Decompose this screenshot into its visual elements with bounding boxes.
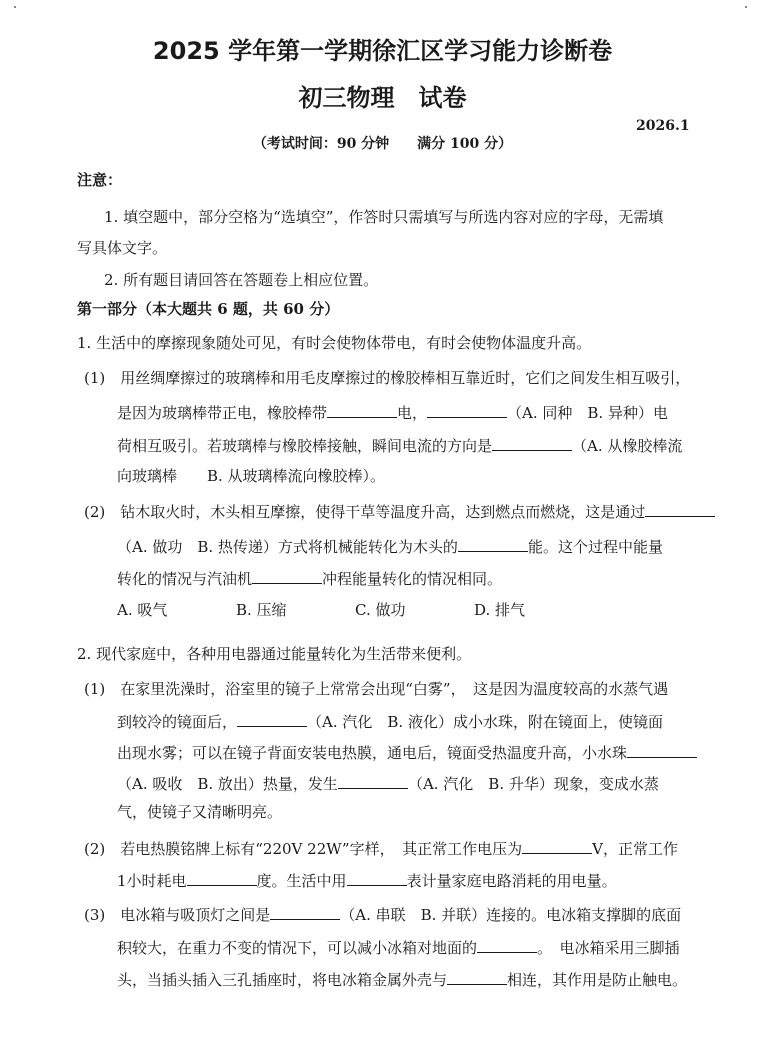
q2-p2-text: 1小时耗电 — [117, 872, 187, 890]
q2-p2-line2 — [117, 869, 617, 891]
q1-p2-text: 能。这个过程中能量 — [527, 538, 663, 556]
q2-p2-text: 表计量家庭电路消耗的用电量。 — [406, 872, 617, 890]
answer-blank — [645, 500, 715, 517]
q1-p1-text: （A. 从橡胶棒流 — [572, 437, 683, 455]
q1-p1-line4: 向玻璃棒 B. 从玻璃棒流向橡胶棒）。 — [117, 467, 386, 485]
note-item-1-cont: 写具体文字。 — [77, 239, 168, 257]
answer-blank — [427, 401, 507, 418]
answer-blank — [447, 968, 507, 985]
q2-p1-line1: (1) 在家里洗澡时，浴室里的镜子上常常会出现“白雾”， 这是因为温度较高的水蒸气遇 — [84, 680, 669, 698]
q1-p2-line1 — [84, 500, 715, 522]
answer-blank — [347, 869, 407, 886]
q2-p2-line1 — [84, 837, 678, 859]
q1-p1-line3 — [117, 434, 682, 456]
q2-p1-line5: 气，使镜子又清晰明亮。 — [117, 803, 283, 821]
notes-heading: 注意： — [77, 171, 123, 189]
answer-blank — [522, 837, 592, 854]
q1-p2-line3 — [117, 567, 502, 589]
q2-p3-text: 积较大，在重力不变的情况下，可以减小冰箱对地面的 — [117, 939, 478, 957]
q1-p2-line2 — [117, 535, 663, 557]
answer-blank — [237, 710, 307, 727]
q2-p2-text: V，正常工作 — [592, 840, 678, 858]
q2-p1-text: （A. 汽化 B. 升华）现象，变成水蒸 — [407, 775, 659, 793]
option-b: B. 压缩 — [236, 601, 287, 619]
answer-blank — [338, 772, 408, 789]
answer-blank — [270, 903, 340, 920]
scan-speck — [14, 6, 16, 8]
answer-blank — [458, 535, 528, 552]
q1-p1-text: （A. 同种 B. 异种）电 — [507, 404, 668, 422]
note-item-1: 1. 填空题中，部分空格为“选填空”，作答时只需填写与所选内容对应的字母，无需填 — [104, 208, 664, 226]
exam-title: 2025 学年第一学期徐汇区学习能力诊断卷 — [152, 37, 613, 65]
exam-subtitle: 初三物理 试卷 — [298, 84, 467, 112]
q2-p2-text: 度。生活中用 — [256, 872, 347, 890]
answer-blank — [327, 401, 397, 418]
q1-p2-text: 冲程能量转化的情况相同。 — [322, 570, 503, 588]
q2-p3-text: 相连，其作用是防止触电。 — [507, 971, 688, 989]
q2-p3-text: （A. 串联 B. 并联）连接的。电冰箱支撑脚的底面 — [340, 906, 682, 924]
q2-p3-text: (3) 电冰箱与吸顶灯之间是 — [84, 906, 271, 924]
q2-p1-text: （A. 汽化 B. 液化）成小水珠，附在镜面上，使镜面 — [307, 713, 663, 731]
q2-p1-text: 到较冷的镜面后， — [117, 713, 238, 731]
q2-p1-line3 — [117, 741, 697, 763]
option-c: C. 做功 — [355, 601, 406, 619]
q2-p3-line3 — [117, 968, 687, 990]
question-2-stem: 2. 现代家庭中，各种用电器通过能量转化为生活带来便利。 — [77, 645, 472, 663]
q1-p1-text: 电， — [397, 404, 428, 422]
part1-heading: 第一部分（本大题共 6 题，共 60 分） — [77, 300, 340, 318]
answer-blank — [627, 741, 697, 758]
answer-blank — [477, 936, 537, 953]
answer-blank — [252, 567, 322, 584]
q2-p2-text: (2) 若电热膜铭牌上标有“220V 22W”字样， 其正常工作电压为 — [84, 840, 523, 858]
option-d: D. 排气 — [474, 601, 526, 619]
q2-p3-line2 — [117, 936, 680, 958]
exam-date: 2026.1 — [636, 118, 690, 134]
q1-p2-text: (2) 钻木取火时，木头相互摩擦，使得干草等温度升高，达到燃点而燃烧，这是通过 — [84, 503, 646, 521]
q2-p3-text: 头，当插头插入三孔插座时，将电冰箱金属外壳与 — [117, 971, 448, 989]
q2-p1-text: 出现水雾；可以在镜子背面安装电热膜，通电后，镜面受热温度升高，小水珠 — [117, 744, 628, 762]
q2-p1-line2 — [117, 710, 663, 732]
option-a: A. 吸气 — [117, 601, 168, 619]
note-item-2: 2. 所有题目请回答在答题卷上相应位置。 — [104, 271, 379, 289]
q2-p1-line4 — [117, 772, 659, 794]
q1-p1-line2 — [117, 401, 668, 423]
q1-p1-text: 荷相互吸引。若玻璃棒与橡胶棒接触，瞬间电流的方向是 — [117, 437, 493, 455]
q1-p2-text: 转化的情况与汽油机 — [117, 570, 253, 588]
q2-p3-text: 。 电冰箱采用三脚插 — [537, 939, 680, 957]
answer-blank — [187, 869, 257, 886]
scan-speck — [745, 6, 747, 8]
q1-p2-text: （A. 做功 B. 热传递）方式将机械能转化为木头的 — [117, 538, 458, 556]
exam-info: （考试时间：90 分钟 满分 100 分） — [252, 136, 513, 152]
q1-p1-text: 是因为玻璃棒带正电，橡胶棒带 — [117, 404, 328, 422]
q2-p3-line1 — [84, 903, 681, 925]
question-1-stem: 1. 生活中的摩擦现象随处可见，有时会使物体带电，有时会使物体温度升高。 — [77, 334, 592, 352]
q1-p1-line1: (1) 用丝绸摩擦过的玻璃棒和用毛皮摩擦过的橡胶棒相互靠近时，它们之间发生相互吸引， — [84, 369, 691, 387]
q2-p1-text: （A. 吸收 B. 放出）热量，发生 — [117, 775, 338, 793]
answer-blank — [492, 434, 572, 451]
